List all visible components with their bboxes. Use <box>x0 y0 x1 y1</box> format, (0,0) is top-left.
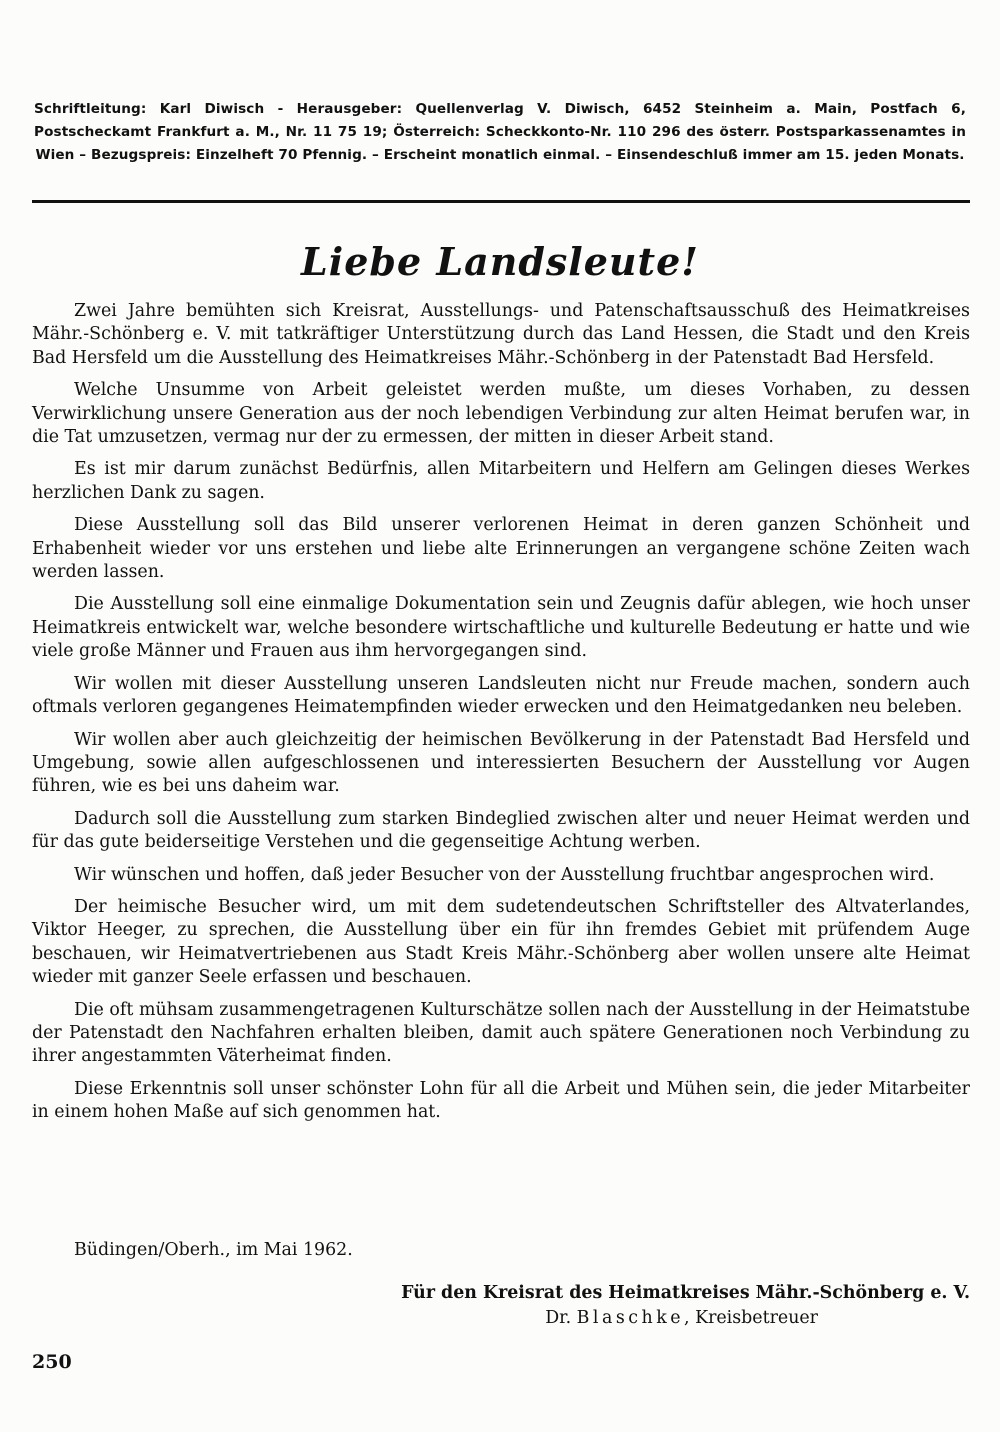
signature-name: Blaschke <box>576 1308 685 1328</box>
article-body <box>32 300 970 1134</box>
paragraph: Es ist mir darum zunächst Bedürfnis, allen Mitarbeitern und Helfern am Gelingen dieses Werkes herzlichen Dank zu sagen. <box>32 459 970 503</box>
article-title: Liebe Landsleute! <box>301 239 699 284</box>
masthead-imprint: Schriftleitung: Karl Diwisch - Herausgeber: Quellenverlag V. Diwisch, 6452 Steinheim a. Main, Postfach 6, Postscheckamt Frankfurt a. M., Nr. 11 75 19; Österreich: Scheckkonto-Nr. 110 296 des österr. Postsparkassenamtes in Wien – Bezugspreis: Einzelheft 70 Pfennig. – Erscheint monatlich einmal. – Einsendeschluß immer am 15. jeden Monats. <box>34 101 966 163</box>
paragraph: Wir wollen aber auch gleichzeitig der heimischen Bevölkerung in der Patenstadt Bad Hersfeld und Umgebung, sowie allen aufgeschlossenen und interessierten Besuchern der Ausstellung vor Augen führen, wie es bei uns daheim war. <box>32 729 970 797</box>
header-divider <box>32 200 970 203</box>
paragraph: Diese Erkenntnis soll unser schönster Lohn für all die Arbeit und Mühen sein, die jeder Mitarbeiter in einem hohen Maße auf sich genommen hat. <box>32 1078 970 1123</box>
paragraph: Dadurch soll die Ausstellung zum starken Bindeglied zwischen alter und neuer Heimat werden und für das gute beiderseitige Verstehen und die gegenseitige Achtung werben. <box>32 808 970 853</box>
signature-title: Dr. <box>545 1308 572 1328</box>
paragraph: Zwei Jahre bemühten sich Kreisrat, Ausstellungs- und Patenschaftsausschuß des Heimatkreises Mähr.-Schönberg e. V. mit tatkräftiger Unterstützung durch das Land Hessen, die Stadt und den Kreis Bad Hersfeld um die Ausstellung des Heimatkreises Mähr.-Schönberg in der Patenstadt Bad Hersfeld. <box>32 301 970 368</box>
paragraph: Diese Ausstellung soll das Bild unserer verlorenen Heimat in deren ganzen Schönheit und Erhabenheit wieder vor uns erstehen und liebe alte Erinnerungen an vergangene schöne Zeiten wach werden lassen. <box>32 515 970 583</box>
signature-organization: Für den Kreisrat des Heimatkreises Mähr.-Schönberg e. V. <box>401 1283 970 1303</box>
paragraph: Der heimische Besucher wird, um mit dem sudetendeutschen Schriftsteller des Altvaterlandes, Viktor Heeger, zu sprechen, die Ausstellung über ein für ihn fremdes Gebiet mit prüfendem Auge beschauen, wir Heimatvertriebenen aus Stadt Kreis Mähr.-Schönberg aber wollen unsere alte Heimat wieder mit ganzer Seele erfassen und beschauen. <box>32 896 970 988</box>
signature-name-line <box>270 1306 970 1331</box>
paragraph: Die oft mühsam zusammengetragenen Kulturschätze sollen nach der Ausstellung in der Heimatstube der Patenstadt den Nachfahren erhalten bleiben, damit auch spätere Generationen noch Verbindung zu ihrer angestammten Väterheimat finden. <box>32 999 970 1067</box>
paragraph: Wir wünschen und hoffen, daß jeder Besucher von der Ausstellung fruchtbar angesprochen wird. <box>74 864 935 885</box>
page-number: 250 <box>32 1351 72 1373</box>
paragraph: Die Ausstellung soll eine einmalige Dokumentation sein und Zeugnis dafür ablegen, wie hoch unser Heimatkreis entwickelt war, welche besondere wirtschaftliche und kulturelle Bedeutung er hatte und wie viele große Männer und Frauen aus ihm hervorgegangen sind. <box>32 594 970 662</box>
paragraph: Welche Unsumme von Arbeit geleistet werden mußte, um dieses Vorhaben, zu dessen Verwirklichung unsere Generation aus der noch lebendigen Verbindung zur alten Heimat berufen war, in die Tat umzusetzen, vermag nur der zu ermessen, der mitten in dieser Arbeit stand. <box>32 380 970 448</box>
signature-block <box>270 1281 970 1331</box>
signature-role: , Kreisbetreuer <box>684 1308 818 1328</box>
paragraph: Wir wollen mit dieser Ausstellung unseren Landsleuten nicht nur Freude machen, sondern auch oftmals verloren gegangenes Heimatempfinden wieder erwecken und den Heimatgedanken neu beleben. <box>32 673 970 718</box>
dateline: Büdingen/Oberh., im Mai 1962. <box>74 1240 353 1260</box>
